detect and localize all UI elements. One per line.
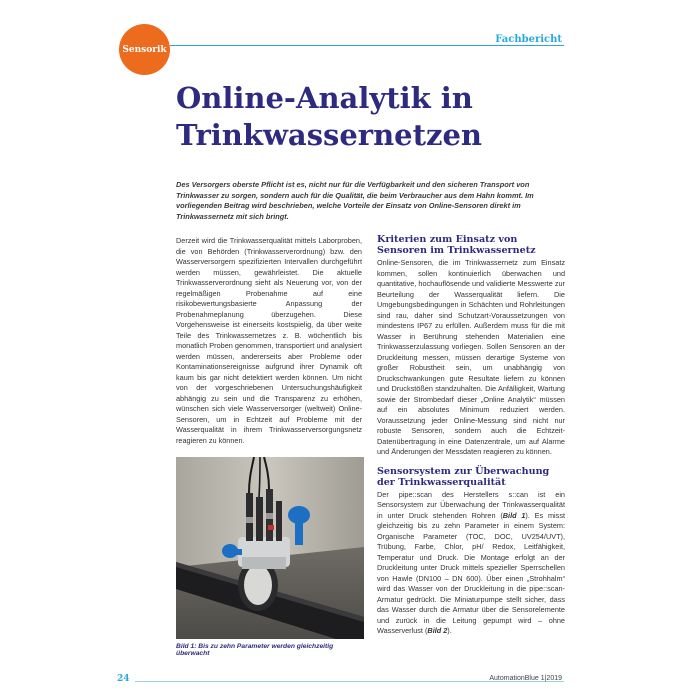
section-badge [119, 24, 170, 75]
article-title [176, 80, 556, 154]
page-number: 24 [117, 674, 130, 684]
sensor-text-part-b: ). Es misst gleichzeitig bis zu zehn Parameter in einem System: Organische Parameter (TOC, DOC, UV254/UVT), Trübung, Farbe, Chlor, pH/ Redox, Leitfähigkeit, Temperatur und Druck. Die Montage erfolgt an der Druckleitung unter Druck mittels spezieller Sperrschellen von Hawle (DN100 – DN 600). Über einen „Strohhalm“ wird das Wasser von der Druckleitung in die pipe::scan-Armatur gedrückt. Die Miniaturpumpe stellt sicher, dass das Wasser durch die Armatur über die Sensorelemente und zurück in die Leitung gepumpt wird – ohne Wasserverlust ( [377, 510, 566, 635]
intro-paragraph: Derzeit wird die Trinkwasserqualität mittels Laborproben, die von Behörden (Trinkwasserverordnung) bzw. den Wasserversorgern spezifizierten Intervallen durchgeführt werden müssen, gewährleistet. Die aktuelle Trinkwasserverordnung sieht als Neuerung vor, von der regelmäßigen Probenahme auf eine risikobewertungsbasierte Anpassung der Probenahmeplanung überzugehen. Diese Vorgehensweise ist einerseits kostspielig, da über weite Teile des Trinkwassernetzes z. B. wöchentlich bis monatlich Proben genommen, transportiert und analysiert werden müssen, andererseits aber Probleme oder Kontaminationsereignisse aufgrund ihrer Dynamik oft kaum bis gar nicht detektiert werden können. Um nicht von der vorgeschriebenen Untersuchungshäufigkeit abhängig zu sein und die Transparenz zu erhöhen, wünschen sich viele Wasserversorger (weltweit) Online-Sensoren, um in Echtzeit auf Probleme mit der Wasserqualität in ihrem Trinkwasserversorgungsnetz reagieren zu können. [176, 236, 362, 445]
section-text-sensor-system [377, 490, 565, 637]
section-badge-label: Sensorik [122, 44, 167, 55]
section-heading-sensor-system: Sensorsystem zur Überwachung der Trinkwasserqualität [377, 465, 550, 488]
figure-caption: Bild 1: Bis zu zehn Parameter werden gleichzeitig überwacht [176, 643, 334, 657]
left-column [176, 236, 362, 446]
article-lead: Des Versorgers oberste Pflicht ist es, nicht nur für die Verfügbarkeit und den sicheren Transport von Trinkwasser zu sorgen, sondern auch für die Qualität, die beim Verbraucher aus dem Hahn kommt. Im vorliegenden Beitrag wird beschrieben, welche Vorteile der Einsatz von Online-Sensoren direkt im Trinkwassernetz mit sich bringt. [176, 180, 534, 221]
right-column [377, 234, 565, 637]
figure-ref-2: Bild 2 [427, 626, 448, 635]
article-title-line-1: Online-Analytik in [176, 81, 473, 115]
sensor-installation-illustration [176, 457, 364, 639]
section-text-criteria: Online-Sensoren, die im Trinkwassernetz zum Einsatz kommen, sollen kontinuierlich überwachen und quantitative, hochauflösende und validierte Messwerte zur Beurteilung der Wasserqualität liefern. Die Umgebungsbedingungen in Schächten und Rohrleitungen sind rau, daher sind Schutzart-Voraussetzungen von mindestens IP67 zu erfüllen. Außerdem muss für die mit Wasser in Berührung stehenden Materialien eine Trinkwasserzulassung vorliegen. Sollen Sensoren an der Druckleitung messen, müssen derartige Systeme von großer Robustheit sein, um unabhängig von Druckschwankungen gute Resultate liefern zu können und Druckstößen standzuhalten. Die Anfälligkeit, Wartung sowie der Strombedarf dieser „Online Analytik“ müssen auf ein absolutes Minimum reduziert werden. Voraussetzung jeder Online-Messung sind nicht nur robuste Sensoren, sondern auch die Echtzeit-Datenübertragung in eine Datenzentrale, um auf Alarme und Änderungen der Messdaten reagieren zu können. [377, 258, 565, 456]
section-heading-criteria: Kriterien zum Einsatz von Sensoren im Trinkwassernetz [377, 234, 536, 256]
sensor-text-part-a: Der pipe::scan des Herstellers s::can ist ein Sensorsystem zur Überwachung der Trinkwasserqualität in unter Druck stehenden Rohren ( [377, 489, 565, 520]
article-title-line-2: Trinkwassernetzen [176, 118, 483, 152]
figure-ref-1: Bild 1 [502, 510, 526, 520]
magazine-issue: AutomationBlue 1|2019 [489, 675, 562, 682]
sensor-text-part-c: ). [447, 626, 452, 635]
header-rule [170, 45, 564, 46]
category-label: Fachbericht [495, 34, 562, 45]
article-photo [176, 457, 364, 639]
